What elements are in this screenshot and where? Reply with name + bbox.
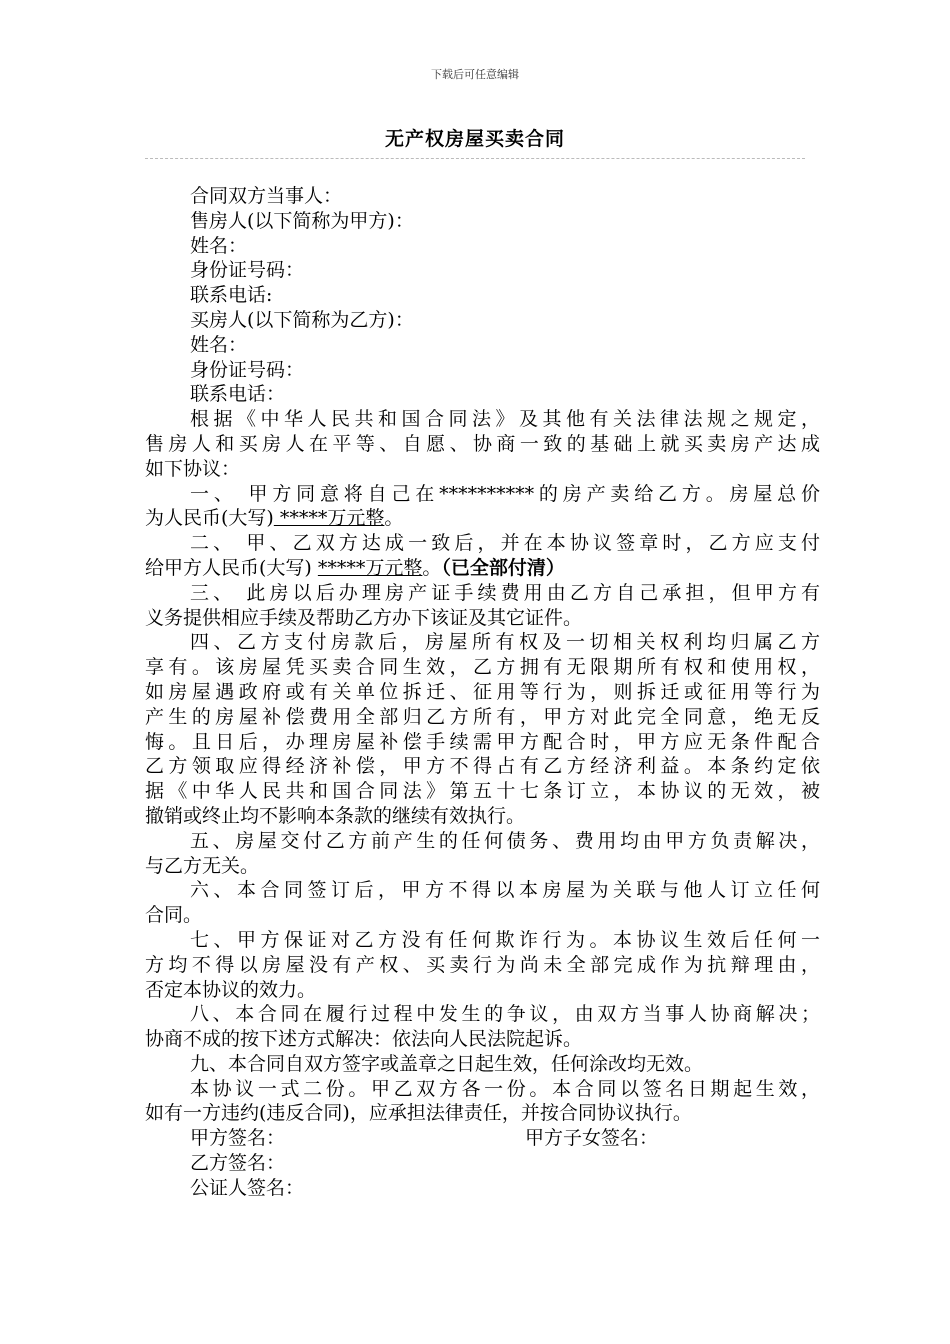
clause-2-line: 二、 甲、乙双方达成一致后，并在本协议签章时，乙方应支付 <box>190 532 820 555</box>
document-title: 无产权房屋买卖合同 <box>384 128 565 150</box>
clause-4-line: 悔。且日后，办理房屋补偿手续需甲方配合时，甲方应无条件配合 <box>145 730 820 753</box>
clause-6-line: 六、本合同签订后，甲方不得以本房屋为关联与他人订立任何 <box>190 879 820 902</box>
preamble-line: 如下协议： <box>145 457 241 480</box>
paid-in-full-note: （已全部付清） <box>441 556 565 579</box>
closing-line: 如有一方违约(违反合同)，应承担法律责任，并按合同协议执行。 <box>145 1102 692 1125</box>
buyer-id-field: 身份证号码： <box>190 358 305 381</box>
clause-3-line: 三、 此房以后办理房产证手续费用由乙方自己承担，但甲方有 <box>190 581 820 604</box>
seller-phone-field: 联系电话: <box>190 284 273 307</box>
clause-6-line: 合同。 <box>145 904 203 927</box>
clause-2-line <box>145 556 820 581</box>
preamble-line: 售房人和买房人在平等、自愿、协商一致的基础上就买卖房产达成 <box>145 432 820 455</box>
clause-1-period: 。 <box>384 507 404 530</box>
header-note: 下载后可任意编辑 <box>431 68 519 81</box>
clause-1-price-label: 为人民币(大写) <box>145 507 274 530</box>
clause-4-line: 产生的房屋补偿费用全部归乙方所有，甲方对此完全同意，绝无反 <box>145 705 820 728</box>
clause-4-line: 乙方领取应得经济补偿，甲方不得占有乙方经济利益。本条约定依 <box>145 755 820 778</box>
clause-7-line: 方均不得以房屋没有产权、买卖行为尚未全部完成作为抗辩理由， <box>145 953 820 976</box>
clause-8-line: 八、本合同在履行过程中发生的争议，由双方当事人协商解决； <box>190 1003 820 1026</box>
clause-2-payment-amount: *****万元整 <box>317 556 423 579</box>
party-b-signature: 乙方签名： <box>190 1152 286 1175</box>
clause-4-line: 据《中华人民共和国合同法》第五十七条订立，本协议的无效，被 <box>145 780 820 803</box>
clause-5-line: 五、房屋交付乙方前产生的任何债务、费用均由甲方负责解决， <box>190 829 820 852</box>
buyer-name-field: 姓名： <box>190 333 248 356</box>
clause-4-line: 享有。该房屋凭买卖合同生效，乙方拥有无限期所有权和使用权， <box>145 656 820 679</box>
buyer-heading: 买房人(以下简称为乙方)： <box>190 308 414 331</box>
signature-row <box>145 1126 820 1151</box>
parties-intro: 合同双方当事人： <box>190 185 343 207</box>
clause-3-line: 义务提供相应手续及帮助乙方办下该证及其它证件。 <box>145 606 583 629</box>
clause-7-line: 否定本协议的效力。 <box>145 978 317 1001</box>
clause-5-line: 与乙方无关。 <box>145 854 260 877</box>
clause-1-price-amount: *****万元整 <box>273 507 385 530</box>
title-divider <box>145 158 805 159</box>
seller-name-field: 姓名： <box>190 234 248 257</box>
clause-4-line: 四、乙方支付房款后，房屋所有权及一切相关权利均归属乙方 <box>190 631 820 654</box>
clause-1-line: 一、 甲方同意将自己在**********的房产卖给乙方。房屋总价 <box>190 482 820 505</box>
preamble-line: 根据《中华人民共和国合同法》及其他有关法律法规之规定， <box>190 408 820 431</box>
clause-2-period: 。 <box>422 556 442 579</box>
clause-7-line: 七、甲方保证对乙方没有任何欺诈行为。本协议生效后任何一 <box>190 928 820 951</box>
clause-2-payment-label: 给甲方人民币(大写) <box>145 556 318 579</box>
clause-9-line: 九、本合同自双方签字或盖章之日起生效，任何涂改均无效。 <box>190 1052 704 1075</box>
clause-1-line <box>145 506 820 531</box>
clause-8-line: 协商不成的按下述方式解决：依法向人民法院起诉。 <box>145 1028 583 1051</box>
seller-heading: 售房人(以下简称为甲方)： <box>190 209 414 232</box>
seller-id-field: 身份证号码： <box>190 259 305 282</box>
closing-line: 本协议一式二份。甲乙双方各一份。本合同以签名日期起生效， <box>190 1077 820 1100</box>
buyer-phone-field: 联系电话： <box>190 383 286 406</box>
clause-4-line: 撤销或终止均不影响本条款的继续有效执行。 <box>145 804 526 827</box>
party-a-signature: 甲方签名： <box>190 1127 286 1150</box>
clause-4-line: 如房屋遇政府或有关单位拆迁、征用等行为，则拆迁或征用等行为 <box>145 680 820 703</box>
contract-body <box>145 184 820 1201</box>
notary-signature: 公证人签名： <box>190 1176 305 1199</box>
party-a-children-signature: 甲方子女签名： <box>525 1127 659 1150</box>
